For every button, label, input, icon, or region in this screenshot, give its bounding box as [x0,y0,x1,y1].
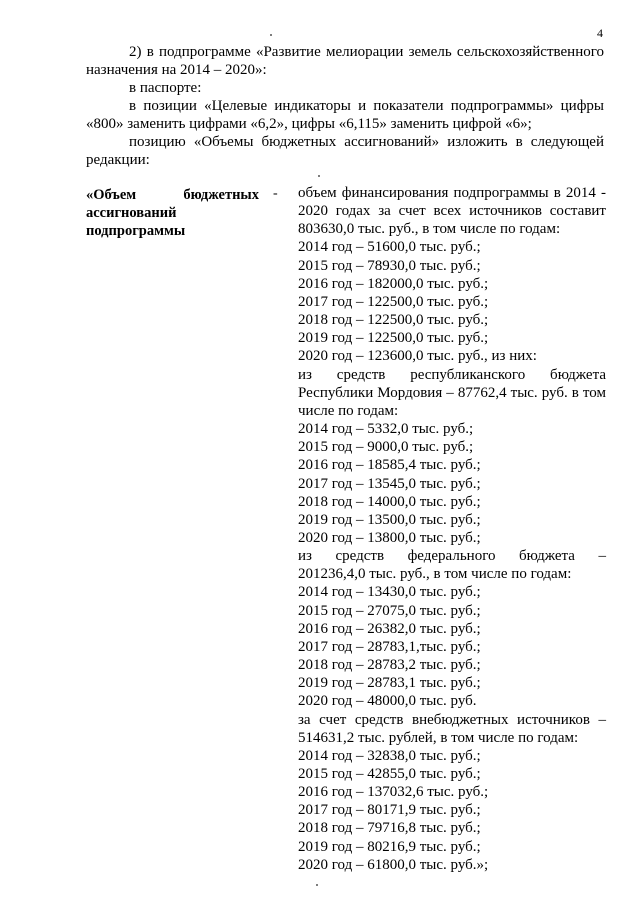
list-item: 2014 год – 5332,0 тыс. руб.; [298,421,474,438]
intro-indicators: в позиции «Целевые индикаторы и показатели подпрограммы» цифры «800» заменить цифрами «6,2», цифры «6,115» заменить цифрой «6»; [86,98,604,132]
list-item: 2018 год – 79716,8 тыс. руб.; [298,820,481,837]
extra-years-list [298,747,606,874]
republic-intro: из средств республиканского бюджета Республики Мордовия – 87762,4 тыс. руб. в том числе по годам: [298,366,606,419]
scan-speck [270,34,272,36]
list-item: 2020 год – 61800,0 тыс. руб.»; [298,856,489,873]
list-item: 2017 год – 28783,1,тыс. руб.; [298,638,481,655]
list-item: 2015 год – 42855,0 тыс. руб.; [298,766,481,782]
list-item: 2015 год – 9000,0 тыс. руб.; [298,439,474,456]
total-intro: объем финансирования подпрограммы в 2014 - 2020 годах за счет всех источников составит 803630,0 тыс. руб., в том числе по годам: [298,185,606,238]
list-item: 2017 год – 80171,9 тыс. руб.; [298,802,481,819]
intro-section [86,43,604,169]
total-years-list [298,238,606,365]
list-item: 2020 год – 48000,0 тыс. руб. [298,693,477,710]
list-item: 2019 год – 13500,0 тыс. руб.; [298,511,481,528]
intro-position: позицию «Объемы бюджетных ассигнований» изложить в следующей редакции: [86,134,604,168]
list-item: 2020 год – 13800,0 тыс. руб.; [298,529,481,546]
list-item: 2014 год – 13430,0 тыс. руб.; [298,584,481,601]
list-item: 2019 год – 80216,9 тыс. руб.; [298,838,481,855]
republic-years-list [298,420,606,547]
budget-label: «Объем бюджетных ассигнований подпрограммы [86,187,259,239]
list-item: 2015 год – 27075,0 тыс. руб.; [298,602,481,619]
label-dash: - [273,186,278,201]
list-item: 2016 год – 182000,0 тыс. руб.; [298,275,489,292]
federal-years-list [298,583,606,710]
list-item: 2014 год – 32838,0 тыс. руб.; [298,747,481,764]
list-item: 2019 год – 28783,1 тыс. руб.; [298,675,481,692]
list-item: 2017 год – 13545,0 тыс. руб.; [298,475,481,492]
budget-content [298,184,606,874]
list-item: 2016 год – 26382,0 тыс. руб.; [298,620,481,637]
list-item: 2020 год – 123600,0 тыс. руб., из них: [298,348,537,365]
list-item: 2018 год – 122500,0 тыс. руб.; [298,312,489,329]
list-item: 2018 год – 28783,2 тыс. руб.; [298,657,481,674]
extra-intro: за счет средств внебюджетных источников – 514631,2 тыс. рублей, в том числе по годам: [298,711,606,746]
list-item: 2018 год – 14000,0 тыс. руб.; [298,493,481,510]
list-item: 2014 год – 51600,0 тыс. руб.; [298,239,481,256]
intro-passport: в паспорте: [129,80,202,96]
federal-intro-line2: 201236,4,0 тыс. руб., в том числе по годам: [298,566,572,583]
page-number: 4 [597,26,603,40]
scan-speck [316,884,318,886]
list-item: 2015 год – 78930,0 тыс. руб.; [298,257,481,274]
federal-intro-line1: из средств федерального бюджета – [298,548,606,565]
list-item: 2016 год – 137032,6 тыс. руб.; [298,784,489,801]
list-item: 2017 год – 122500,0 тыс. руб.; [298,293,489,310]
scan-speck [318,175,320,177]
intro-item2: 2) в подпрограмме «Развитие мелиорации земель сельскохозяйственного назначения на 2014 – 2020»: [86,44,604,78]
list-item: 2019 год – 122500,0 тыс. руб.; [298,330,489,347]
list-item: 2016 год – 18585,4 тыс. руб.; [298,457,481,474]
